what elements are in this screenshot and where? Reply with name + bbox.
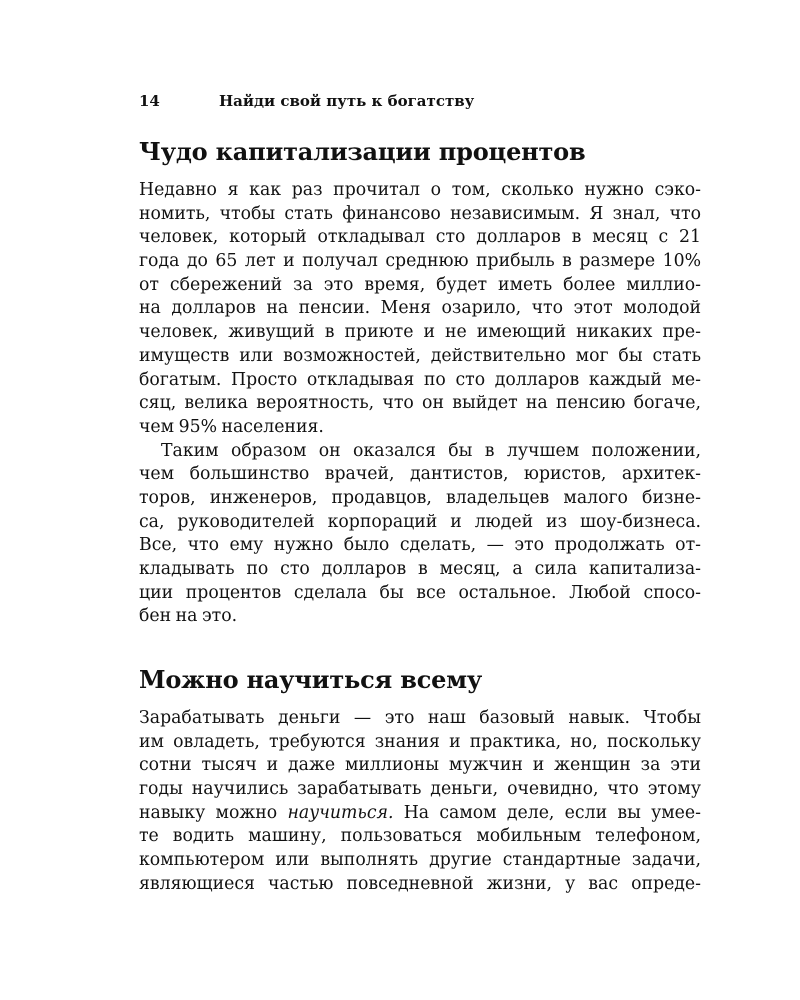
text-line: са, руководителей корпораций и людей из шоу-бизнеса. [139,511,701,532]
text-line: кладывать по сто долларов в месяц, а сила капитализа- [139,559,701,579]
running-book-title: Найди свой путь к богатству [219,92,475,110]
text-line: года до 65 лет и получал среднюю прибыль в размере 10% [139,251,701,272]
text-line: им овладеть, требуются знания и практика, но, поскольку [139,731,701,752]
book-page [139,0,701,1000]
text-line: на долларов на пенсии. Меня озарило, что этот молодой [139,298,701,319]
text-line: человек, живущий в приюте и не имеющий никаких пре- [139,322,701,343]
text-line: ции процентов сделала бы все остальное. Любой спосо- [139,582,701,603]
text-fragment: На самом деле, если вы умее- [393,802,701,823]
text-line: сотни тысяч и даже миллионы мужчин и женщин за эти [139,755,701,776]
page-number: 14 [139,92,160,110]
text-line: те водить машину, пользоваться мобильным телефоном, [139,826,701,847]
text-line: сяц, велика вероятность, что он выйдет на пенсию богаче, [139,393,701,414]
text-line: являющиеся частью повседневной жизни, у вас опреде- [139,873,701,894]
text-line: Недавно я как раз прочитал о том, сколько нужно сэко- [139,180,701,200]
emphasized-word: научиться. [287,802,394,823]
section-body-compound-interest [139,179,701,629]
text-line: чем 95% населения. [139,416,324,437]
text-line-with-emphasis [139,802,701,826]
text-line: годы научились зарабатывать деньги, очевидно, что этому [139,779,701,800]
text-line: Все, что ему нужно было сделать, — это продолжать от- [139,535,701,556]
text-line: чем большинство врачей, дантистов, юристов, архитек- [139,464,701,485]
text-line: Зарабатывать деньги — это наш базовый навык. Чтобы [139,708,701,728]
text-line: бен на это. [139,606,238,627]
text-line: номить, чтобы стать финансово независимым. Я знал, что [139,203,701,224]
text-line: Таким образом он оказался бы в лучшем положении, [161,440,701,461]
text-line: торов, инженеров, продавцов, владельцев малого бизне- [139,487,701,508]
section-heading-compound-interest: Чудо капитализации процентов [139,137,586,166]
text-line: человек, который откладывал сто долларов в месяц с 21 [139,227,701,248]
text-line: имуществ или возможностей, действительно мог бы стать [139,345,701,366]
text-line: богатым. Просто откладывая по сто долларов каждый ме- [139,369,701,390]
text-line: от сбережений за это время, будет иметь более миллио- [139,274,701,295]
text-line: компьютером или выполнять другие стандартные задачи, [139,850,701,871]
running-header [139,90,701,112]
section-body-learn-everything [139,707,701,897]
text-fragment: навыку можно [139,802,288,823]
section-heading-learn-everything: Можно научиться всему [139,665,483,694]
